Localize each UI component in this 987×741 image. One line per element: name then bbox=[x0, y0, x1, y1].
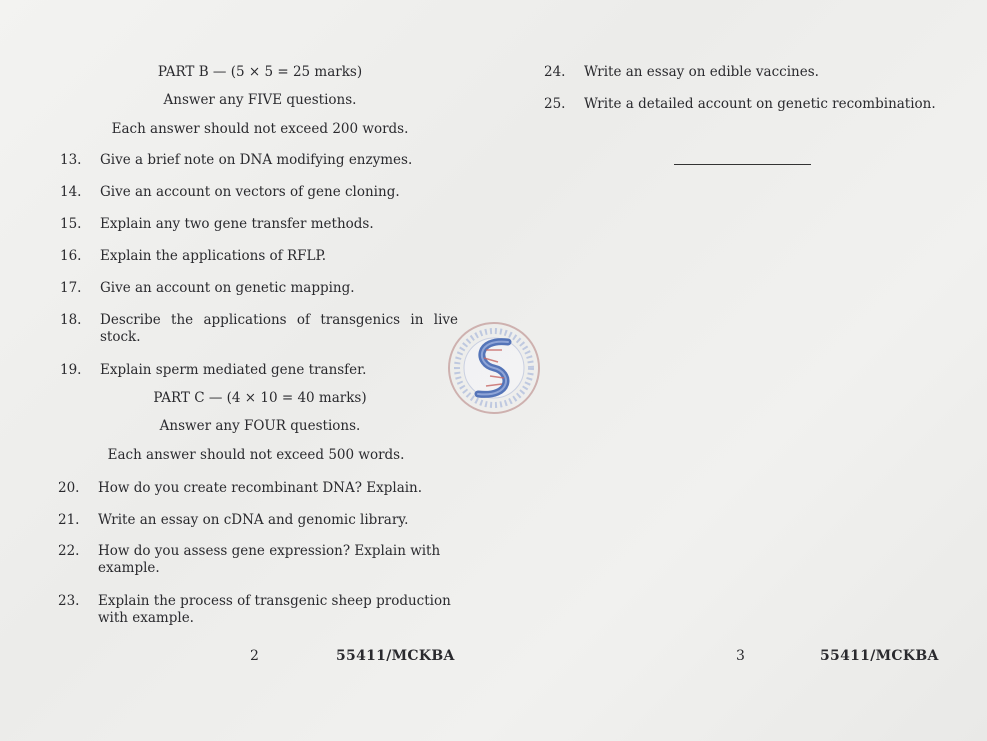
question-text: Describe the applications of transgenics in live stock. bbox=[100, 312, 458, 345]
question-text: Give an account on genetic mapping. bbox=[100, 280, 355, 296]
question-number: 24. bbox=[544, 64, 566, 80]
question-number: 20. bbox=[58, 480, 80, 496]
page-number: 3 bbox=[736, 648, 745, 664]
part-b-heading: PART B — (5 × 5 = 25 marks) bbox=[157, 64, 363, 80]
part-c-word-limit: Each answer should not exceed 500 words. bbox=[107, 447, 405, 463]
question-number: 16. bbox=[60, 248, 82, 264]
question-text: Write a detailed account on genetic recombination. bbox=[584, 96, 936, 112]
question-number: 18. bbox=[60, 312, 82, 328]
question-text: How do you create recombinant DNA? Explain. bbox=[98, 480, 423, 496]
part-c-heading: PART C — (4 × 10 = 40 marks) bbox=[153, 390, 367, 406]
question-text: Give a brief note on DNA modifying enzymes. bbox=[100, 152, 413, 168]
question-text: Explain sperm mediated gene transfer. bbox=[100, 362, 367, 378]
question-22 bbox=[58, 543, 458, 579]
part-b-word-limit: Each answer should not exceed 200 words. bbox=[111, 121, 409, 137]
question-text: Write an essay on cDNA and genomic library. bbox=[98, 512, 409, 528]
question-18 bbox=[60, 312, 460, 348]
end-rule bbox=[674, 164, 811, 165]
question-number: 19. bbox=[60, 362, 82, 378]
question-number: 23. bbox=[58, 593, 80, 609]
question-number: 21. bbox=[58, 512, 80, 528]
paper-code: 55411/MCKBA bbox=[820, 648, 939, 664]
question-text: Give an account on vectors of gene cloning. bbox=[100, 184, 400, 200]
question-number: 17. bbox=[60, 280, 82, 296]
right-page bbox=[490, 0, 987, 741]
question-number: 15. bbox=[60, 216, 82, 232]
question-number: 14. bbox=[60, 184, 82, 200]
question-text: How do you assess gene expression? Explain with example. bbox=[98, 543, 441, 576]
paper-code: 55411/MCKBA bbox=[336, 648, 455, 664]
question-number: 22. bbox=[58, 543, 80, 559]
part-b-instruction: Answer any FIVE questions. bbox=[163, 92, 357, 108]
question-23 bbox=[58, 593, 458, 629]
question-text: Explain any two gene transfer methods. bbox=[100, 216, 374, 232]
question-number: 25. bbox=[544, 96, 566, 112]
question-number: 13. bbox=[60, 152, 82, 168]
page-number: 2 bbox=[250, 648, 259, 664]
question-text: Explain the process of transgenic sheep production with example. bbox=[98, 593, 451, 626]
question-text: Explain the applications of RFLP. bbox=[100, 248, 327, 264]
question-text: Write an essay on edible vaccines. bbox=[584, 64, 819, 80]
part-c-instruction: Answer any FOUR questions. bbox=[159, 418, 361, 434]
left-page bbox=[0, 0, 490, 741]
